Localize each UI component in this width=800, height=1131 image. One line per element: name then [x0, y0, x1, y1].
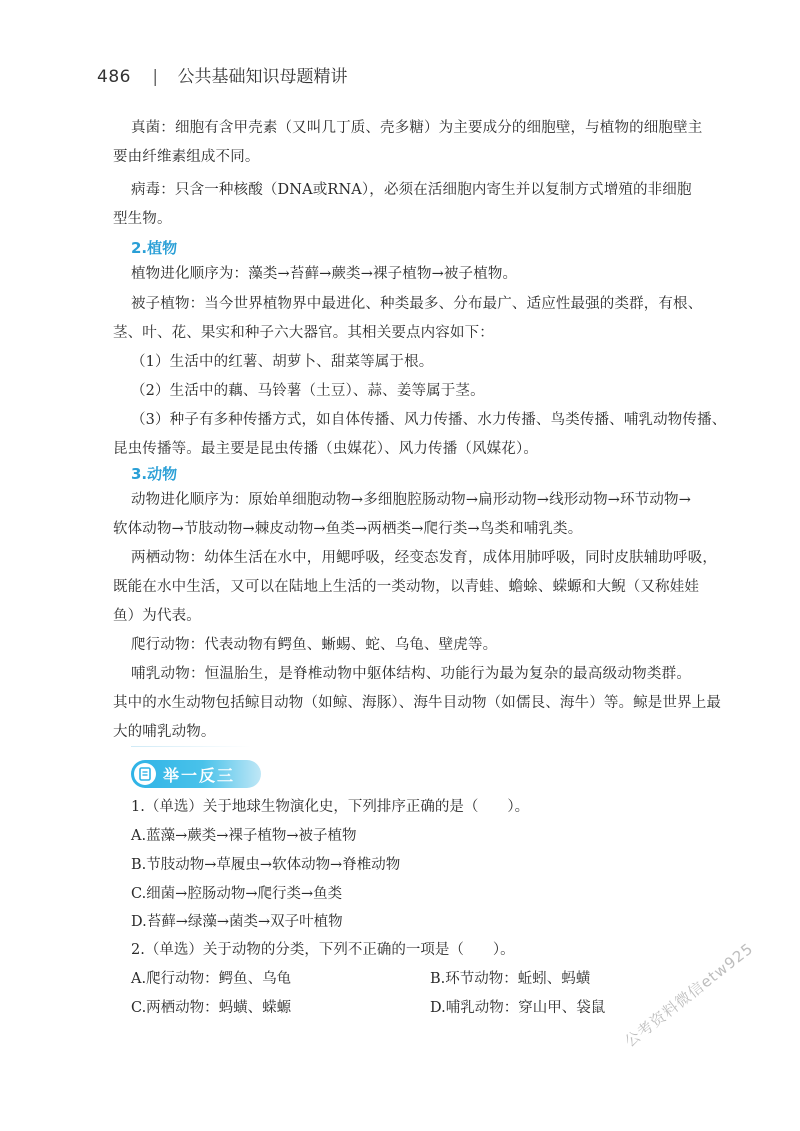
section-heading-plants: 2.植物 — [131, 239, 178, 257]
question-option: B.节肢动物→草履虫→软体动物→脊椎动物 — [131, 857, 401, 873]
question-option: C.两栖动物：蚂蟥、蝾螈 — [131, 1000, 292, 1016]
paragraph-line: 哺乳动物：恒温胎生，是脊椎动物中躯体结构、功能行为最为复杂的最高级动物类群。 — [131, 666, 691, 682]
paragraph-line: 型生物。 — [113, 211, 172, 227]
paragraph-line: （3）种子有多种传播方式，如自体传播、风力传播、水力传播、鸟类传播、哺乳动物传播、 — [131, 412, 727, 428]
question-option: D.哺乳动物：穿山甲、袋鼠 — [430, 1000, 606, 1016]
paragraph-line: 既能在水中生活，又可以在陆地上生活的一类动物，以青蛙、蟾蜍、蝾螈和大鲵（又称娃娃 — [113, 579, 699, 595]
practice-badge — [131, 760, 261, 788]
paragraph-line: （2）生活中的藕、马铃薯（土豆）、蒜、姜等属于茎。 — [131, 383, 485, 399]
paragraph-line: 要由纤维素组成不同。 — [113, 149, 260, 165]
paragraph-line: 大的哺乳动物。 — [113, 724, 216, 740]
paragraph-line: 茎、叶、花、果实和种子六大器官。其相关要点内容如下： — [113, 325, 494, 341]
paragraph-line: 两栖动物：幼体生活在水中，用鳃呼吸，经变态发育，成体用肺呼吸，同时皮肤辅助呼吸， — [131, 550, 717, 566]
paragraph-line: 爬行动物：代表动物有鳄鱼、蜥蜴、蛇、乌龟、壁虎等。 — [131, 637, 498, 653]
paragraph-line: （1）生活中的红薯、胡萝卜、甜菜等属于根。 — [131, 354, 434, 370]
question-option: C.细菌→腔肠动物→爬行类→鱼类 — [131, 886, 343, 902]
question-stem: 1.（单选）关于地球生物演化史，下列排序正确的是（ ）。 — [131, 799, 530, 815]
section-heading-animals: 3.动物 — [131, 465, 178, 483]
paragraph-line: 鱼）为代表。 — [113, 608, 201, 624]
question-option: A.蓝藻→蕨类→裸子植物→被子植物 — [131, 828, 357, 844]
header-separator: | — [152, 67, 159, 87]
paragraph-line: 植物进化顺序为：藻类→苔藓→蕨类→裸子植物→被子植物。 — [131, 266, 518, 282]
question-option: A.爬行动物：鳄鱼、乌龟 — [131, 971, 292, 987]
book-title: 公共基础知识母题精讲 — [177, 67, 348, 87]
book-icon — [134, 763, 156, 785]
paragraph-line: 被子植物：当今世界植物界中最进化、种类最多、分布最广、适应性最强的类群，有根、 — [131, 296, 703, 312]
badge-label: 举一反三 — [163, 766, 236, 785]
watermark-text: 公考资料微信etw925 — [621, 939, 757, 1051]
badge-divider — [131, 746, 251, 747]
paragraph-line: 昆虫传播等。最主要是昆虫传播（虫媒花）、风力传播（风媒花）。 — [113, 441, 538, 457]
paragraph-line: 动物进化顺序为：原始单细胞动物→多细胞腔肠动物→扁形动物→线形动物→环节动物→ — [131, 492, 691, 508]
page-number: 486 — [97, 67, 131, 87]
question-option: D.苔藓→绿藻→菌类→双子叶植物 — [131, 914, 343, 930]
question-stem: 2.（单选）关于动物的分类，下列不正确的一项是（ ）。 — [131, 942, 515, 958]
page-header — [97, 62, 348, 87]
paragraph-line: 真菌：细胞有含甲壳素（又叫几丁质、壳多糖）为主要成分的细胞壁，与植物的细胞壁主 — [131, 120, 703, 136]
paragraph-line: 病毒：只含一种核酸（DNA或RNA），必须在活细胞内寄生并以复制方式增殖的非细胞 — [131, 182, 692, 198]
question-option: B.环节动物：蚯蚓、蚂蟥 — [430, 971, 591, 987]
paragraph-line: 软体动物→节肢动物→棘皮动物→鱼类→两栖类→爬行类→鸟类和哺乳类。 — [113, 521, 583, 537]
paragraph-line: 其中的水生动物包括鲸目动物（如鲸、海豚）、海牛目动物（如儒艮、海牛）等。鲸是世界上最 — [113, 695, 722, 711]
